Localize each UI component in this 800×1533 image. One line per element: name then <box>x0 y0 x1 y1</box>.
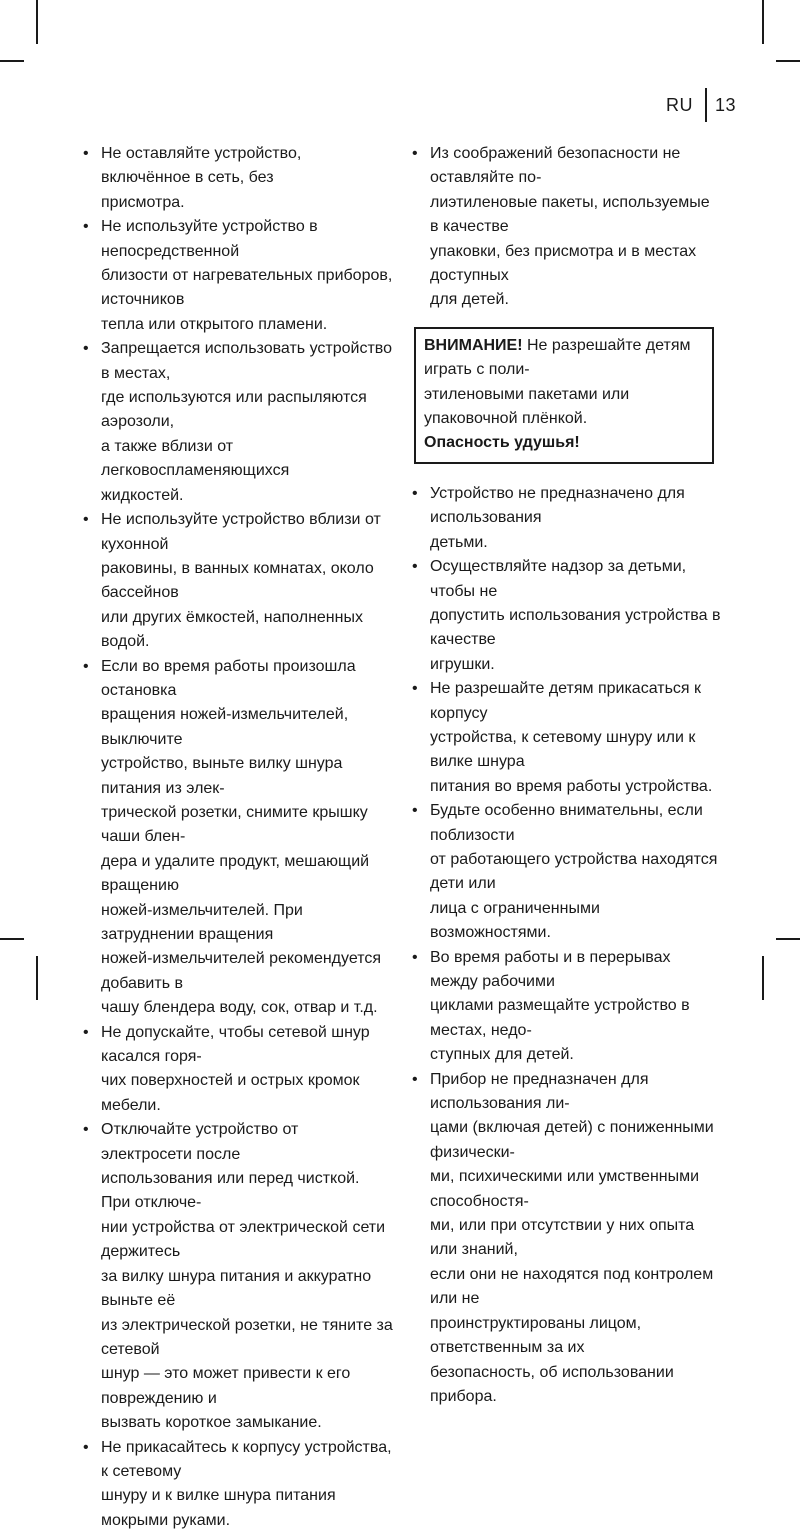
crop-mark-top-left-v <box>36 0 38 44</box>
list-item-text: Если во время работы произошла остановка вращения ножей-измельчителей, выключите устройство, выньте вилку шнура питания из элек- трической розетки, снимите крышку чаши блен- дера и удалите продукт, мешающий вращению ножей-измельчителей. При затруднении вращения ножей-измельчителей рекомендуется добавить в чашу блендера воду, сок, отвар и т.д. <box>101 657 382 1017</box>
language-code: RU <box>665 94 693 115</box>
list-item-text: Не прикасайтесь к корпусу устройства, к сетевому шнуру и к вилке шнура питания мокрыми руками. <box>101 1438 392 1529</box>
list-item-text: Из соображений безопасности не оставляйте по- лиэтиленовые пакеты, используемые в качестве упаковки, без присмотра и в местах доступных для детей. <box>430 145 710 309</box>
warning-label: ВНИМАНИЕ! <box>424 336 523 354</box>
list-item <box>81 1436 393 1533</box>
list-item <box>81 337 393 508</box>
list-item <box>410 142 722 313</box>
list-item <box>410 799 722 945</box>
warning-emphasis: Опасность удушья! <box>424 434 580 452</box>
list-item-text: Будьте особенно внимательны, если поблизости от работающего устройства находятся дети или лица с ограниченными возможностями. <box>430 802 718 942</box>
crop-mark-bottom-right-v <box>762 956 764 1000</box>
list-item <box>410 482 722 555</box>
page-header <box>666 88 736 122</box>
crop-mark-top-right-v <box>762 0 764 44</box>
list-item-text: Во время работы и в перерывах между рабочими циклами размещайте устройство в местах, недо- ступных для детей. <box>430 948 690 1064</box>
list-item-text: Не оставляйте устройство, включённое в сеть, без присмотра. <box>101 145 302 211</box>
list-item-text: Не разрешайте детям прикасаться к корпусу устройства, к сетевому шнуру или к вилке шнура питания во время работы устройства. <box>430 680 713 795</box>
crop-mark-bottom-right-h <box>776 938 800 940</box>
page-number: 13 <box>714 94 736 115</box>
safety-list-right-top <box>410 142 722 313</box>
left-column <box>81 142 393 1533</box>
list-item-text: Осуществляйте надзор за детьми, чтобы не допустить использования устройства в качестве игрушки. <box>430 558 721 673</box>
list-item <box>81 215 393 337</box>
list-item-text: Устройство не предназначено для использования детьми. <box>430 484 685 551</box>
crop-mark-top-right-h <box>776 60 800 62</box>
warning-text: Не разрешайте детям играть с поли- этиленовыми пакетами или упаковочной плёнкой. <box>424 336 691 428</box>
list-item-text: Запрещается использовать устройство в местах, где используются или распыляются аэрозоли, а также вблизи от легковоспламеняющихся жидкостей. <box>101 340 392 504</box>
list-item-text: Не используйте устройство в непосредственной близости от нагревательных приборов, источников тепла или открытого пламени. <box>101 218 393 333</box>
list-item-text: Не допускайте, чтобы сетевой шнур касался горя- чих поверхностей и острых кромок мебели. <box>101 1023 370 1114</box>
crop-mark-top-left-h <box>0 60 24 62</box>
list-item-text: Не используйте устройство вблизи от кухонной раковины, в ванных комнатах, около бассейнов или других ёмкостей, наполненных водой. <box>101 511 381 651</box>
list-item <box>81 1118 393 1435</box>
list-item <box>410 677 722 799</box>
list-item <box>81 142 393 215</box>
warning-box <box>414 327 714 464</box>
list-item <box>81 508 393 654</box>
right-column <box>410 142 722 1409</box>
list-item-text: Отключайте устройство от электросети после использования или перед чисткой. При отключе- нии устройства от электрической сети держитесь за вилку шнура питания и аккуратно выньте её из электрической розетки, не тяните за сетевой шнур — это может привести к его повреждению и вызвать короткое замыкание. <box>101 1121 393 1432</box>
list-item <box>410 555 722 677</box>
header-divider <box>705 88 707 122</box>
list-item <box>410 1068 722 1410</box>
list-item <box>81 655 393 1021</box>
list-item <box>81 1021 393 1119</box>
list-item-text: Прибор не предназначен для использования ли- цами (включая детей) с пониженными физически- ми, психическими или умственными способностя- ми, или при отсутствии у них опыта или знаний, если они не находятся под контролем или не проинструктированы лицом, ответственным за их безопасность, об использовании прибора. <box>430 1070 714 1405</box>
list-item <box>410 946 722 1068</box>
crop-mark-bottom-left-v <box>36 956 38 1000</box>
safety-list-right-bottom <box>410 482 722 1409</box>
crop-mark-bottom-left-h <box>0 938 24 940</box>
safety-list-left <box>81 142 393 1533</box>
